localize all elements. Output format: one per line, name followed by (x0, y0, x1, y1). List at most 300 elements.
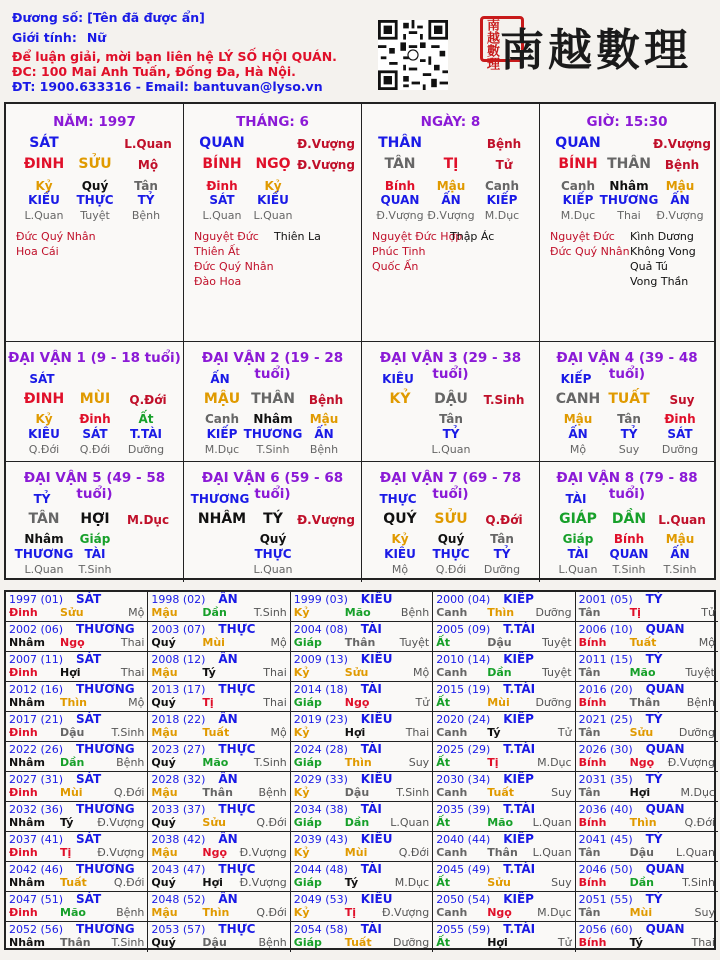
year-stage: Tử (701, 606, 715, 619)
star-good: Đức Quý Nhân (16, 230, 96, 243)
dai-van-hidden-god: THƯƠNG (243, 427, 303, 441)
dai-van-hidden-god: TÀI (567, 547, 589, 561)
contact-phone-email: ĐT: 1900.633316 - Email: bantuvan@lyso.vn (12, 79, 323, 94)
year-label: 2024 (28) (293, 743, 348, 756)
year-cell (6, 892, 148, 922)
hidden-god: KIẾU (28, 193, 60, 207)
year-stem: Giáp (293, 636, 322, 649)
dai-van-hidden-stage: L.Quan (24, 563, 64, 576)
year-stem-god: THƯƠNG (76, 802, 135, 816)
star-good: Nguyệt Đức (550, 230, 615, 243)
year-label: 2039 (43) (293, 833, 348, 846)
year-stem-god: SÁT (76, 712, 102, 726)
year-stem: Kỷ (293, 726, 310, 739)
year-stem-god: SÁT (76, 832, 102, 846)
year-branch: Hợi (487, 936, 508, 949)
year-cell (148, 832, 290, 862)
year-branch: Sửu (487, 876, 511, 889)
star-good: Đào Hoa (194, 275, 242, 288)
year-cell (148, 682, 290, 712)
year-stage: T.Sinh (396, 786, 430, 799)
dai-van-hidden-stage: T.Sinh (78, 563, 112, 576)
year-label: 2034 (38) (293, 803, 348, 816)
dai-van-hidden-god: TÀI (84, 547, 106, 561)
year-stem: Ất (436, 696, 450, 709)
year-stem: Canh (436, 906, 468, 919)
year-cell (433, 592, 575, 622)
year-label: 2033 (37) (151, 803, 206, 816)
year-stem-god: QUAN (645, 922, 685, 936)
dai-van-branch: DẬU (434, 391, 468, 407)
year-branch: Hợi (202, 876, 223, 889)
year-branch: Mùi (60, 786, 83, 799)
year-stem-god: KIÊU (360, 652, 393, 666)
year-branch: Mão (60, 906, 86, 919)
year-cell (576, 922, 718, 952)
year-branch: Thân (202, 786, 233, 799)
year-stage: Đ.Vượng (239, 846, 287, 859)
dai-van-stem-god: KIÊU (382, 372, 414, 386)
year-stem-god: T.TÀI (503, 742, 536, 756)
year-stage: Bệnh (400, 606, 430, 619)
pillar-cell (6, 104, 184, 342)
year-cell (576, 592, 718, 622)
year-branch: Tý (344, 876, 359, 889)
year-branch: Tý (629, 936, 643, 949)
year-label: 1999 (03) (293, 593, 348, 606)
dai-van-branch: DẦN (611, 511, 647, 527)
year-stem: Nhâm (9, 636, 45, 649)
year-stem-god: TỶ (645, 772, 663, 786)
year-stem-god: ẤN (218, 772, 238, 786)
year-cell (148, 922, 290, 952)
year-label: 2016 (20) (578, 683, 633, 696)
year-branch: Sửu (202, 816, 226, 829)
year-stem-god: SÁT (76, 592, 102, 606)
dai-van-hidden-god: KIÊU (384, 547, 416, 561)
year-stage: Bệnh (116, 756, 145, 769)
year-label: 2044 (48) (293, 863, 348, 876)
dai-van-hidden-god: TỶ (620, 427, 638, 441)
year-stem-god: KIẾP (503, 592, 534, 606)
contact-note: Để luận giải, mời bạn liên hệ LÝ SỐ HỘI QUÁN. (12, 49, 337, 64)
year-label: 2009 (13) (293, 653, 348, 666)
year-stage: M.Dục (680, 786, 715, 799)
year-stem: Kỷ (293, 666, 310, 679)
year-stem: Đinh (9, 846, 38, 859)
dai-van-branch: MÙI (79, 391, 111, 407)
dai-van-hidden-stage: T.Sinh (256, 443, 290, 456)
star-bad: Quả Tú (630, 260, 668, 273)
year-branch: Dần (629, 876, 654, 889)
year-stem: Quý (151, 756, 176, 769)
year-cell (291, 862, 433, 892)
year-stage: Bệnh (258, 786, 287, 799)
year-stem-god: KIẾP (503, 832, 534, 846)
dai-van-hidden-god: THỰC (254, 547, 292, 561)
year-stem: Canh (436, 606, 468, 619)
year-branch: Dậu (202, 936, 227, 949)
year-label: 2003 (07) (151, 623, 206, 636)
year-label: 2014 (18) (293, 683, 348, 696)
year-stem: Quý (151, 936, 176, 949)
dai-van-hidden-stem: Mậu (563, 412, 593, 426)
year-stem-god: QUAN (645, 862, 685, 876)
dai-van-stage: Q.Đới (129, 393, 167, 407)
year-label: 2025 (29) (436, 743, 491, 756)
year-stage: L.Quan (390, 816, 430, 829)
year-label: 2038 (42) (151, 833, 206, 846)
year-branch: Sửu (629, 726, 654, 739)
hidden-stem: Kỷ (264, 179, 282, 193)
year-label: 2028 (32) (151, 773, 206, 786)
year-label: 2043 (47) (151, 863, 206, 876)
year-stage: L.Quan (532, 816, 572, 829)
year-branch: Thân (629, 696, 661, 709)
year-label: 2049 (53) (293, 893, 348, 906)
dai-van-hidden-god: SÁT (82, 427, 108, 441)
star-good: Phúc Tinh (372, 245, 426, 258)
year-stem: Mậu (151, 906, 178, 919)
dai-van-stage: Q.Đới (485, 513, 523, 527)
year-stem: Đinh (9, 786, 38, 799)
year-cell (148, 652, 290, 682)
pillar-stem-god: QUAN (199, 135, 245, 151)
dai-van-hidden-stage: Bệnh (309, 443, 339, 456)
dai-van-hidden-stem: Tân (439, 412, 463, 426)
pillar-title: NĂM: 1997 (53, 114, 136, 130)
year-label: 2005 (09) (436, 623, 491, 636)
hidden-stem: Canh (561, 179, 595, 193)
dai-van-hidden-stem: Giáp (79, 532, 111, 546)
year-stem-god: KIÊU (360, 892, 393, 906)
hidden-stem: Đinh (206, 179, 238, 193)
year-branch: Dậu (629, 846, 654, 859)
year-stage: T.Sinh (253, 756, 287, 769)
chart-header (0, 0, 720, 100)
dai-van-title: ĐẠI VẬN 4 (39 - 48 tuổi) (556, 350, 698, 382)
year-stage: Q.Đới (684, 816, 715, 829)
year-stage: Đ.Vượng (381, 906, 430, 919)
dai-van-hidden-stem: Ất (138, 412, 154, 426)
hidden-god: QUAN (380, 193, 420, 207)
year-stage: Suy (408, 756, 430, 769)
year-label: 2012 (16) (9, 683, 64, 696)
year-cell (6, 712, 148, 742)
year-label: 1997 (01) (9, 593, 64, 606)
hidden-stem: Canh (485, 179, 519, 193)
year-stem: Đinh (9, 606, 38, 619)
dai-van-cell (540, 462, 714, 582)
dai-van-title: ĐẠI VẬN 6 (59 - 68 tuổi) (201, 470, 344, 502)
pillar-branch: TỊ (443, 156, 459, 172)
year-stage: L.Quan (676, 846, 715, 859)
year-stem-god: QUAN (645, 682, 685, 696)
year-label: 2000 (04) (436, 593, 491, 606)
year-cell (291, 772, 433, 802)
year-stem-god: ẤN (218, 652, 238, 666)
pillar-stem-god: SÁT (29, 135, 59, 151)
year-stage: Đ.Vượng (97, 816, 145, 829)
year-stage: Đ.Vượng (97, 846, 145, 859)
dai-van-hidden-stage: Q.Đới (79, 443, 111, 456)
year-stem-god: THƯƠNG (76, 742, 135, 756)
year-stem: Canh (436, 726, 468, 739)
pillar-cell (362, 104, 540, 342)
year-stem: Đinh (9, 906, 38, 919)
year-label: 2007 (11) (9, 653, 64, 666)
year-stem-god: KIẾP (503, 772, 534, 786)
year-branch: Tị (60, 846, 72, 859)
year-branch: Tị (629, 606, 641, 619)
year-cell (576, 892, 718, 922)
year-cell (6, 742, 148, 772)
year-cell (148, 802, 290, 832)
year-stage: Tử (415, 696, 430, 709)
dai-van-stem: KỶ (389, 391, 411, 407)
dai-van-hidden-god: T.TÀI (130, 427, 162, 441)
dai-van-hidden-stem: Giáp (562, 532, 594, 546)
dai-van-stage: M.Dục (126, 513, 170, 527)
year-label: 2048 (52) (151, 893, 206, 906)
hidden-stem: Nhâm (609, 179, 649, 193)
year-branch: Ngọ (344, 696, 370, 709)
dai-van-hidden-god: SÁT (667, 427, 693, 441)
year-stem-god: ẤN (218, 712, 238, 726)
year-label: 2013 (17) (151, 683, 206, 696)
year-stage: Bệnh (686, 696, 715, 709)
hidden-stem: Quý (81, 179, 109, 193)
year-label: 2041 (45) (578, 833, 633, 846)
year-stem: Mậu (151, 726, 178, 739)
year-stem: Nhâm (9, 816, 45, 829)
year-stem: Mậu (151, 846, 178, 859)
dai-van-cell (540, 342, 714, 462)
dai-van-stage: Suy (669, 393, 695, 407)
dai-van-stem: MẬU (203, 391, 241, 407)
star-good: Nguyệt Đức Hợp (372, 230, 463, 243)
year-stage: Mộ (270, 726, 287, 739)
year-label: 2010 (14) (436, 653, 491, 666)
year-stem-god: THƯƠNG (76, 862, 135, 876)
dai-van-hidden-stem: Đinh (664, 412, 696, 426)
year-label: 2031 (35) (578, 773, 633, 786)
year-label: 2046 (50) (578, 863, 633, 876)
pillar-stage-top: Đ.Vượng (297, 137, 355, 151)
dai-van-cell (362, 462, 540, 582)
year-cell (433, 832, 575, 862)
year-cell (148, 772, 290, 802)
star-good: Thiên Ất (194, 245, 240, 258)
year-branch: Mùi (202, 636, 225, 649)
year-label: 1998 (02) (151, 593, 206, 606)
star-bad: Không Vong (630, 245, 696, 258)
dai-van-hidden-stem: Tân (617, 412, 641, 426)
year-stem-god: KIẾP (503, 652, 534, 666)
year-stem-god: THỰC (218, 622, 256, 636)
year-cell (291, 802, 433, 832)
year-stem-god: KIÊU (360, 712, 393, 726)
year-label: 2029 (33) (293, 773, 348, 786)
year-stem-god: TỶ (645, 712, 663, 726)
year-branch: Dần (202, 606, 227, 619)
year-label: 2037 (41) (9, 833, 64, 846)
year-cell (433, 772, 575, 802)
year-branch: Sửu (344, 666, 369, 679)
year-stage: Tuyệt (541, 636, 572, 649)
hidden-stage: Đ.Vượng (427, 209, 475, 222)
year-stage: T.Sinh (111, 936, 145, 949)
year-branch: Tuất (629, 636, 657, 649)
year-stem: Canh (436, 786, 468, 799)
year-label: 2015 (19) (436, 683, 491, 696)
year-stem: Giáp (293, 816, 322, 829)
contact-address: ĐC: 100 Mai Anh Tuấn, Đống Đa, Hà Nội. (12, 64, 296, 79)
year-branch: Thìn (202, 906, 230, 919)
dai-van-hidden-stage: Dưỡng (127, 443, 165, 456)
year-branch: Ngọ (629, 756, 655, 769)
year-stem-god: THỰC (218, 862, 256, 876)
star-good: Đức Quý Nhân (550, 245, 630, 258)
year-cell (291, 712, 433, 742)
dai-van-stem-god: THỰC (379, 492, 417, 506)
year-cell (291, 832, 433, 862)
year-stem-god: TÀI (360, 622, 382, 636)
dai-van-stem: ĐINH (23, 391, 65, 407)
year-stem-god: THƯƠNG (76, 922, 135, 936)
dai-van-title: ĐẠI VẬN 7 (69 - 78 tuổi) (379, 470, 522, 502)
year-label: 2002 (06) (9, 623, 64, 636)
year-label: 2053 (57) (151, 923, 206, 936)
year-stage: Q.Đới (256, 816, 287, 829)
year-stem-god: TỶ (645, 592, 663, 606)
year-stem-god: TÀI (360, 742, 382, 756)
pillar-stage-top: L.Quan (124, 137, 172, 151)
hidden-god: ẤN (441, 193, 461, 207)
year-stem-god: SÁT (76, 892, 102, 906)
year-stage: Dưỡng (535, 606, 572, 619)
year-stem: Giáp (293, 876, 322, 889)
year-cell (433, 622, 575, 652)
year-branch: Thân (487, 846, 518, 859)
hidden-god: SÁT (209, 193, 235, 207)
year-stage: Suy (551, 876, 572, 889)
year-cell (576, 832, 718, 862)
dai-van-hidden-god: QUAN (609, 547, 649, 561)
pillar-stem-god: THÂN (378, 135, 422, 151)
year-cell (291, 922, 433, 952)
dai-van-stage: Đ.Vượng (297, 513, 355, 527)
year-cell (433, 862, 575, 892)
pillar-stem-god: QUAN (555, 135, 601, 151)
star-bad: Vong Thần (630, 275, 689, 288)
year-label: 2040 (44) (436, 833, 491, 846)
year-stage: Q.Đới (256, 906, 287, 919)
hidden-stage: L.Quan (253, 209, 293, 222)
hidden-god: THƯƠNG (599, 193, 659, 207)
year-stem-god: TÀI (360, 802, 382, 816)
year-stage: Tử (557, 726, 572, 739)
star-bad: Thập Ác (450, 230, 495, 243)
year-stem: Mậu (151, 606, 178, 619)
pillar-stem: BÍNH (202, 156, 242, 172)
dai-van-hidden-stage: L.Quan (558, 563, 598, 576)
pillar-branch: SỬU (78, 156, 112, 172)
year-cell (6, 592, 148, 622)
year-branch: Hợi (344, 726, 366, 739)
year-stem: Kỷ (293, 906, 310, 919)
year-stem: Nhâm (9, 876, 45, 889)
dai-van-hidden-god: ẤN (568, 427, 588, 441)
year-stage: Thai (405, 726, 430, 739)
year-branch: Tị (202, 696, 214, 709)
year-cell (6, 772, 148, 802)
pillar-stem: BÍNH (558, 156, 598, 172)
star-good: Quốc Ấn (372, 260, 419, 273)
year-stem: Canh (436, 846, 468, 859)
dai-van-hidden-stem: Quý (259, 532, 287, 546)
year-stem-god: QUAN (645, 802, 685, 816)
year-stem: Giáp (293, 936, 322, 949)
year-cell (148, 712, 290, 742)
year-stem: Bính (578, 816, 607, 829)
year-branch: Hợi (60, 666, 81, 679)
year-cell (148, 622, 290, 652)
year-stage: Thai (120, 636, 145, 649)
dai-van-branch: HỢI (80, 511, 110, 527)
year-stem: Bính (578, 876, 607, 889)
year-branch: Mão (344, 606, 371, 619)
year-label: 2051 (55) (578, 893, 633, 906)
year-stem-god: TỶ (645, 892, 663, 906)
year-stem: Bính (578, 936, 607, 949)
year-branch: Tý (60, 816, 74, 829)
year-stem: Tân (578, 666, 601, 679)
year-stem-god: THỰC (218, 682, 256, 696)
year-stem: Bính (578, 696, 607, 709)
year-branch: Mão (487, 816, 514, 829)
year-stem: Bính (578, 636, 607, 649)
dai-van-cell (362, 342, 540, 462)
pillar-branch: NGỌ (255, 156, 291, 172)
dai-van-hidden-god: THỰC (432, 547, 470, 561)
year-label: 2011 (15) (578, 653, 633, 666)
year-stage: Thai (691, 936, 715, 949)
year-branch: Thìn (60, 696, 87, 709)
hidden-god: KIẾP (562, 193, 594, 207)
year-branch: Thân (344, 636, 376, 649)
year-stage: Tuyệt (685, 666, 715, 679)
year-branch: Thìn (629, 816, 657, 829)
year-stem: Kỷ (293, 606, 310, 619)
year-label: 2056 (60) (578, 923, 633, 936)
year-branch: Hợi (629, 786, 651, 799)
year-label: 2042 (46) (9, 863, 64, 876)
dai-van-hidden-stage: Suy (618, 443, 640, 456)
year-stem-god: SÁT (76, 652, 102, 666)
year-stem: Quý (151, 636, 176, 649)
year-stage: Suy (694, 906, 715, 919)
year-cell (291, 622, 433, 652)
year-branch: Tuất (60, 876, 87, 889)
dai-van-hidden-stage: L.Quan (253, 563, 293, 576)
year-stage: Mộ (128, 606, 145, 619)
year-branch: Dần (487, 666, 512, 679)
annual-luck-grid (4, 590, 716, 950)
pillar-stage: Tử (495, 158, 513, 172)
star-bad: Kình Dương (630, 230, 694, 243)
dai-van-stage: Bệnh (308, 393, 344, 407)
